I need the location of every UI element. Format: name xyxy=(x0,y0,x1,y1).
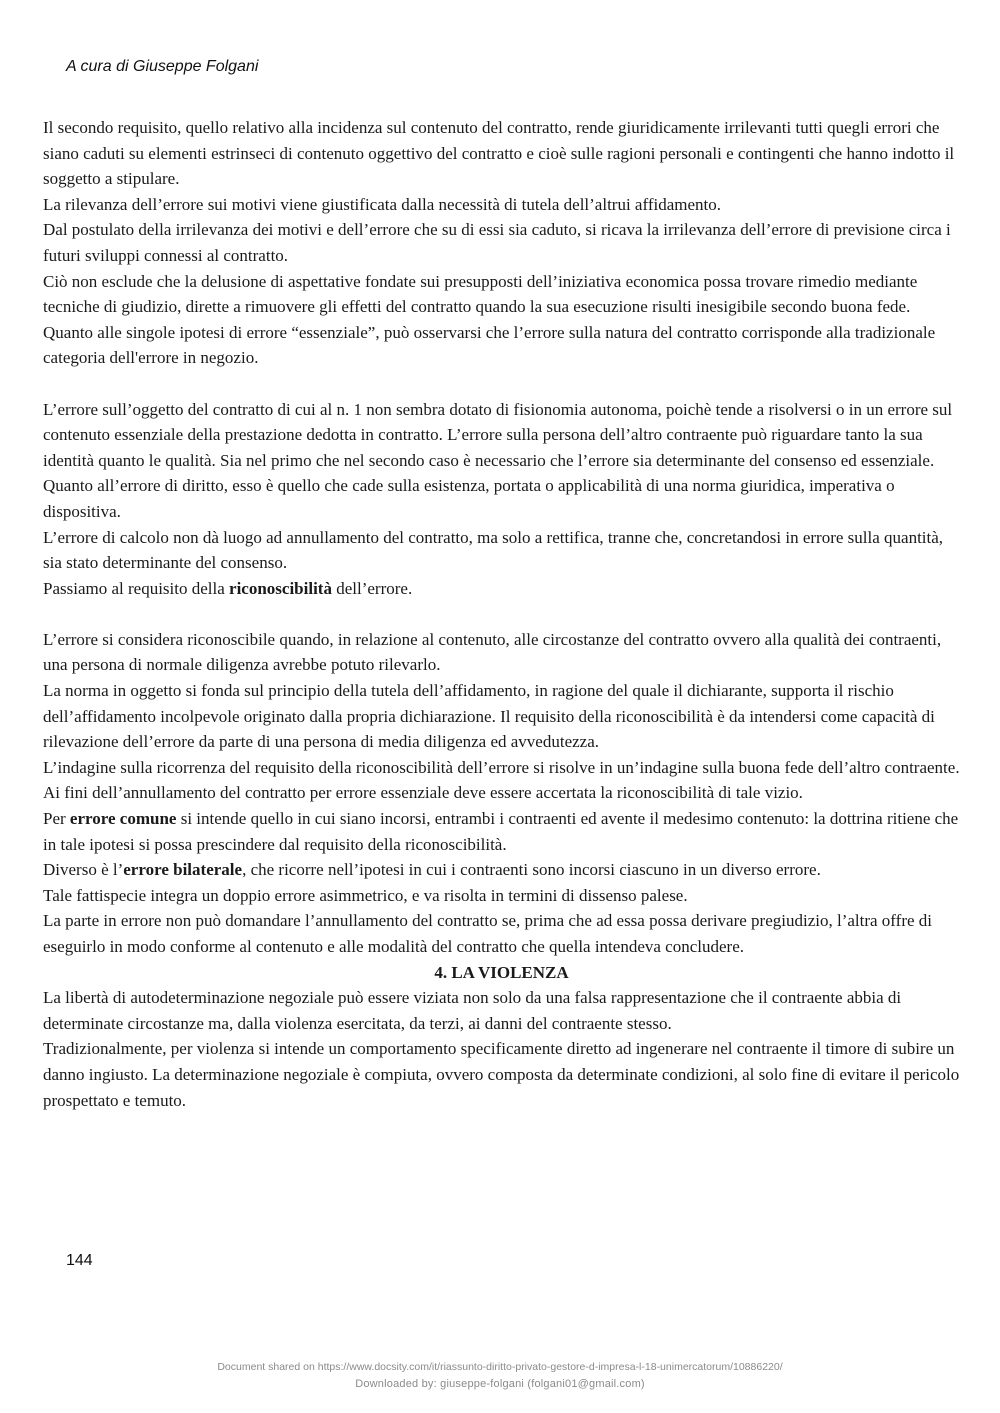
page-header-curator: A cura di Giuseppe Folgani xyxy=(66,58,259,75)
paragraph: Il secondo requisito, quello relativo alla incidenza sul contenuto del contratto, rende giuridicamente irrilevanti tutti quegli errori che siano caduti su elementi estrinseci di contenuto oggettivo del contratto e cioè sulle ragioni personali e contingenti che hanno indotto il soggetto a stipulare. xyxy=(43,118,955,189)
bold-term-errore-bilaterale: errore bilaterale xyxy=(123,860,243,880)
footer-downloaded-by: Downloaded by: giuseppe-folgani (folgani01@gmail.com) xyxy=(355,1378,645,1390)
document-body xyxy=(43,115,960,1113)
footer-shared-link[interactable]: Document shared on https://www.docsity.com/it/riassunto-diritto-privato-gestore-d-impresa-l-18-unimercatorum/10886220/ xyxy=(217,1361,783,1373)
paragraph: Tradizionalmente, per violenza si intende un comportamento specificamente diretto ad ingenerare nel contraente il timore di subire un danno ingiusto. La determinazione negoziale è compiuta, ovvero composta da determinate condizioni, al solo fine di evitare il pericolo prospettato e temuto. xyxy=(43,1039,960,1110)
text: , che ricorre nell’ipotesi in cui i contraenti sono incorsi ciascuno in un diverso errore. xyxy=(242,860,821,880)
paragraph: L’errore si considera riconoscibile quando, in relazione al contenuto, alle circostanze del contratto ovvero alla qualità dei contraenti, una persona di normale diligenza avrebbe potuto rilevarlo. xyxy=(43,629,942,675)
bold-term-riconoscibilita: riconoscibilità xyxy=(229,578,332,598)
paragraph-errore-bilaterale xyxy=(43,857,960,883)
paragraph: L’errore sull’oggetto del contratto di cui al n. 1 non sembra dotato di fisionomia autonoma, poichè tende a risolversi o in un errore sul contenuto essenziale della prestazione dedotta in contratto. L’errore sulla persona dell’altro contraente può riguardare tanto la sua identità quanto le qualità. Sia nel primo che nel secondo caso è necessario che l’errore sia determinante del consenso ed essenziale. xyxy=(43,399,953,470)
paragraph: La libertà di autodeterminazione negoziale può essere viziata non solo da una falsa rappresentazione che il contraente abbia di determinate circostanze ma, dalla violenza esercitata, da terzi, ai danni del contraente stesso. xyxy=(43,988,902,1033)
bold-term-errore-comune: errore comune xyxy=(69,809,177,829)
paragraph: L’errore di calcolo non dà luogo ad annullamento del contratto, ma solo a rettifica, tranne che, concretandosi in errore sulla quantità, sia stato determinante del consenso. xyxy=(43,527,944,573)
paragraph: Quanto alle singole ipotesi di errore “essenziale”, può osservarsi che l’errore sulla natura del contratto corrisponde alla tradizionale categoria dell'errore in negozio. xyxy=(43,322,936,368)
text: Diverso è l’ xyxy=(43,860,124,880)
text: si intende quello in cui siano incorsi, entrambi i contraenti ed avente il medesimo contenuto: la dottrina ritiene che in tale ipotesi si possa prescindere dal requisito della riconoscibilità. xyxy=(43,809,959,854)
paragraph: La parte in errore non può domandare l’annullamento del contratto se, prima che ad essa possa derivare pregiudizio, l’altra offre di eseguirlo in modo conforme al contenuto e alle modalità del contratto che quella intendeva concludere. xyxy=(43,911,933,956)
paragraph-riconoscibilita xyxy=(43,576,960,602)
section-heading: 4. LA VIOLENZA xyxy=(434,962,569,982)
text: Passiamo al requisito della xyxy=(43,578,230,598)
paragraph: Ciò non esclude che la delusione di aspettative fondate sui presupposti dell’iniziativa economica possa trovare rimedio mediante tecniche di giudizio, dirette a rimuovere gli effetti del contratto quando la sua esecuzione risulti inesigibile secondo buona fede. xyxy=(43,271,918,317)
paragraph: La norma in oggetto si fonda sul principio della tutela dell’affidamento, in ragione del quale il dichiarante, supporta il rischio dell’affidamento incolpevole originato dalla propria dichiarazione. Il requisito della riconoscibilità è da intendersi come capacità di rilevazione dell’errore da parte di una persona di media diligenza ed avvedutezza. xyxy=(43,681,935,752)
paragraph: Tale fattispecie integra un doppio errore asimmetrico, e va risolta in termini di dissenso palese. xyxy=(43,885,688,905)
text: Per xyxy=(43,809,70,829)
paragraph: Dal postulato della irrilevanza dei motivi e dell’errore che su di essi sia caduto, si ricava la irrilevanza dell’errore di previsione circa i futuri sviluppi connessi al contratto. xyxy=(43,220,951,265)
paragraph: La rilevanza dell’errore sui motivi viene giustificata dalla necessità di tutela dell’altrui affidamento. xyxy=(43,194,721,214)
text: dell’errore. xyxy=(331,578,413,598)
paragraph: Quanto all’errore di diritto, esso è quello che cade sulla esistenza, portata o applicabilità di una norma giuridica, imperativa o dispositiva. xyxy=(43,476,895,521)
page-number: 144 xyxy=(66,1252,93,1269)
paragraph: L’indagine sulla ricorrenza del requisito della riconoscibilità dell’errore si risolve in un’indagine sulla buona fede dell’altro contraente. Ai fini dell’annullamento del contratto per errore essenziale deve essere accertata la riconoscibilità di tale vizio. xyxy=(43,757,960,803)
paragraph-errore-comune xyxy=(43,806,960,857)
